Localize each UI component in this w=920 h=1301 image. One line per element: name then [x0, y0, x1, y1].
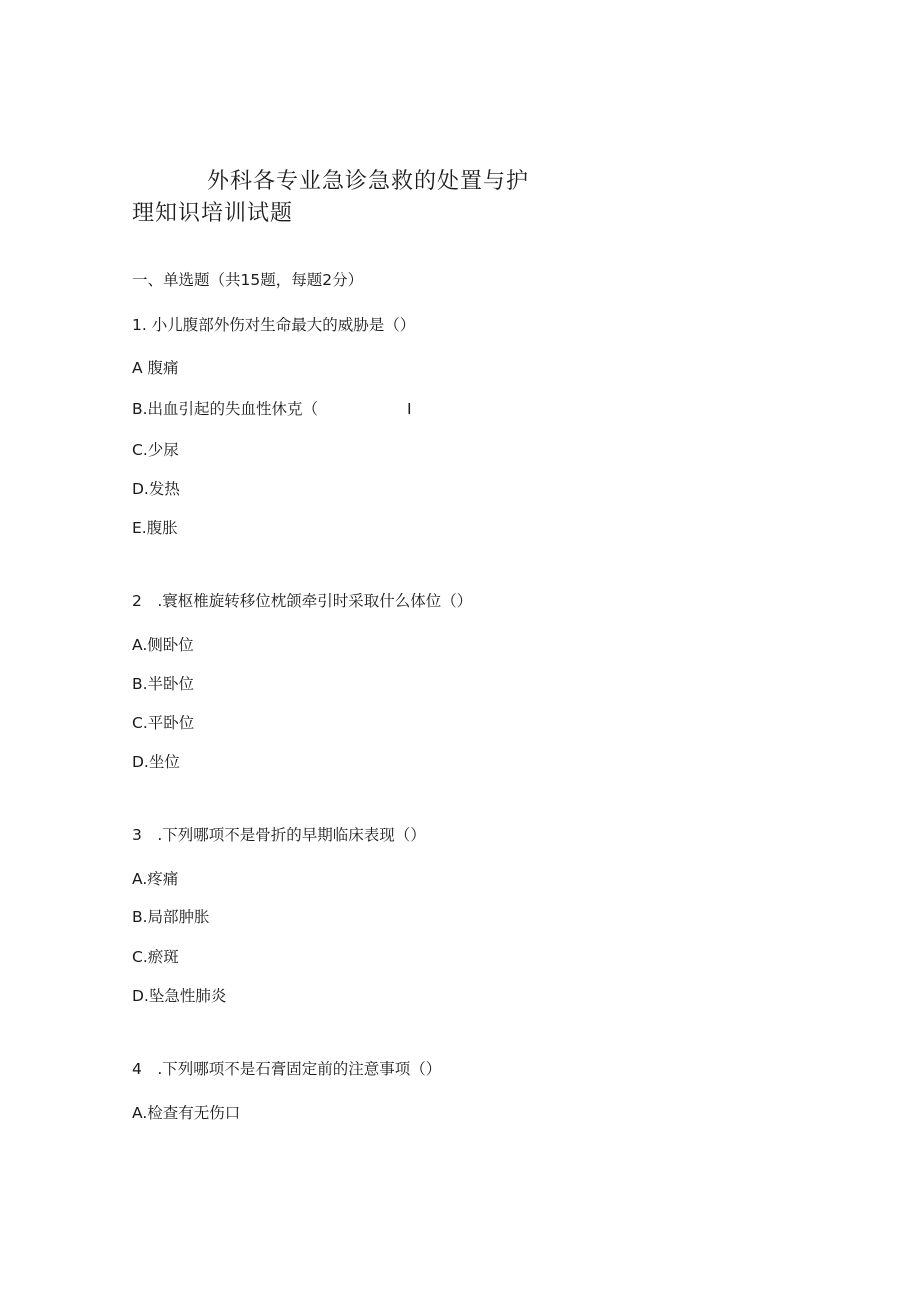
question-1-option-a: A 腹痛	[132, 359, 179, 377]
question-2-option-d: D.坐位	[132, 753, 180, 771]
question-2-option-a: A.侧卧位	[132, 636, 194, 654]
question-4-stem: 4 .下列哪项不是石膏固定前的注意事项（）	[132, 1060, 442, 1078]
question-1-option-e: E.腹胀	[132, 519, 178, 537]
document-title-line-2: 理知识培训试题	[132, 201, 294, 226]
question-2-option-b: B.半卧位	[132, 675, 195, 693]
question-3-option-d: D.坠急性肺炎	[132, 987, 227, 1005]
question-2-stem: 2 .寰枢椎旋转移位枕颌牵引时采取什么体位（）	[132, 592, 473, 610]
question-1-option-b: B.出血引起的失血性休克（	[132, 400, 319, 418]
question-2-option-c: C.平卧位	[132, 714, 195, 732]
question-3-stem: 3 .下列哪项不是骨折的早期临床表现（）	[132, 826, 426, 844]
question-3-option-c: C.瘀斑	[132, 948, 179, 966]
section-heading: 一、单选题（共15题，每题2分）	[132, 271, 364, 289]
question-4-option-a: A.检查有无伤口	[132, 1104, 241, 1122]
question-1-option-c: C.少尿	[132, 441, 179, 459]
question-1-stem: 1. 小儿腹部外伤对生命最大的威胁是（）	[132, 316, 416, 334]
question-1-answer-mark: I	[407, 400, 412, 418]
question-3-option-a: A.疼痛	[132, 870, 179, 888]
document-title-line-1: 外科各专业急诊急救的处置与护	[207, 169, 530, 194]
question-1-option-d: D.发热	[132, 480, 180, 498]
question-3-option-b: B.局部肿胀	[132, 908, 210, 926]
